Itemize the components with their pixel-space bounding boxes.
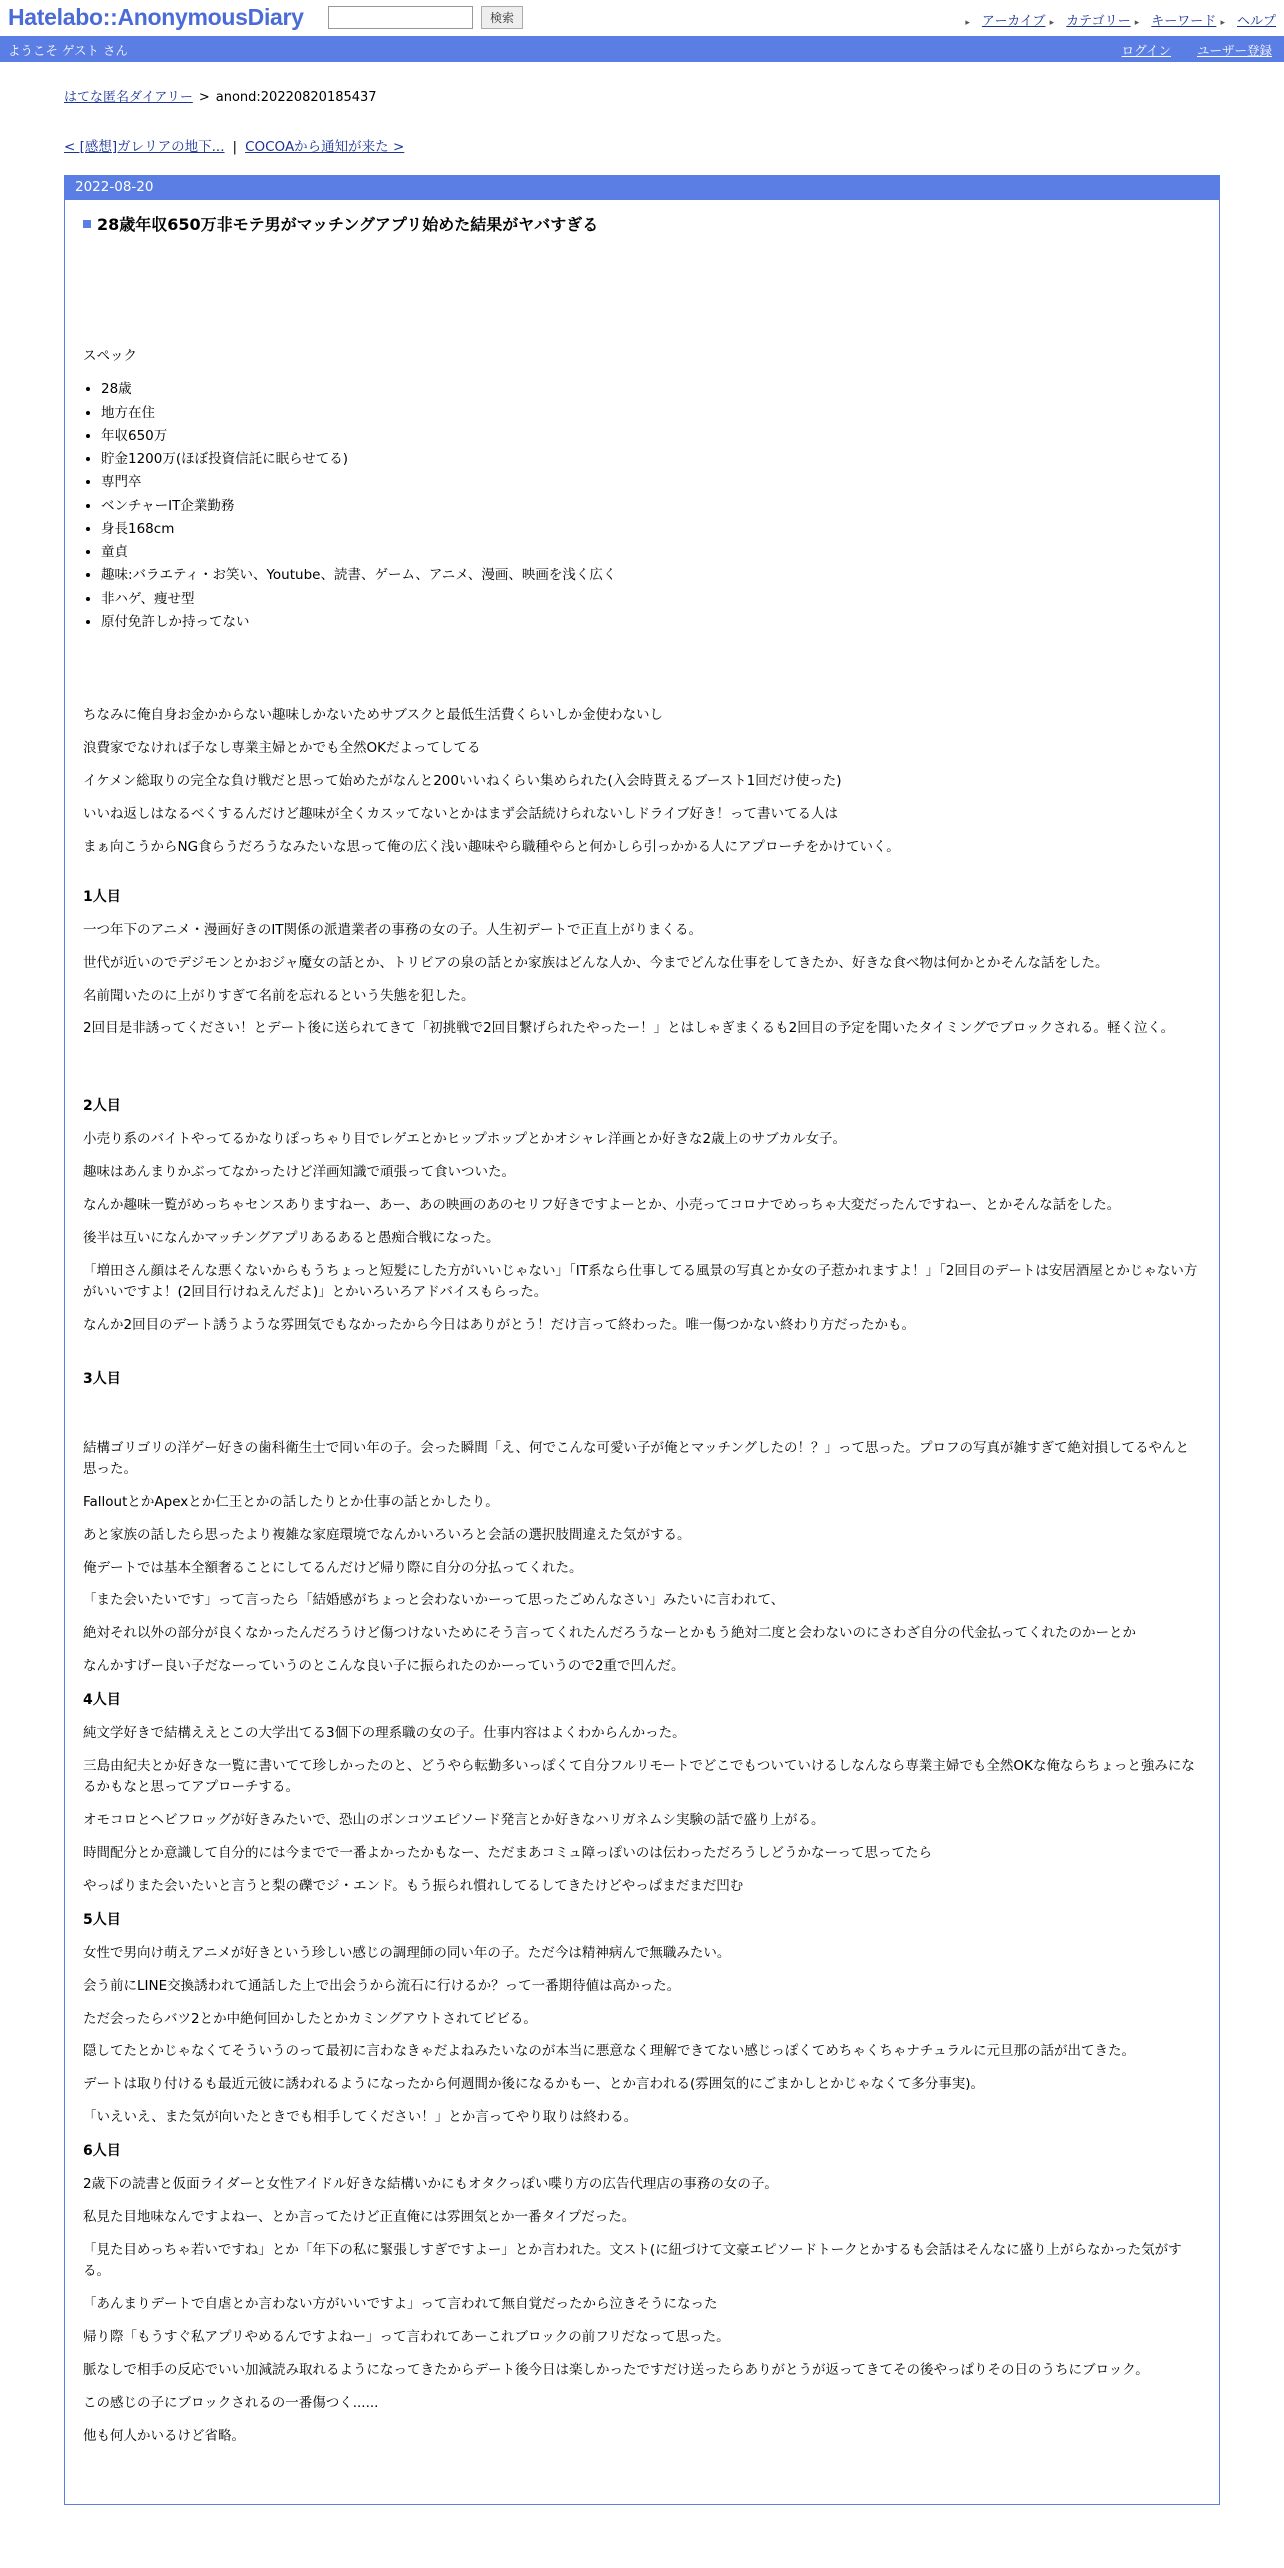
paragraph: なんかすげー良い子だなーっていうのとこんな良い子に振られたのかーっていうので2重で凹んだ。 — [83, 1658, 685, 1675]
list-item: • 原付免許しか持ってない — [101, 612, 1201, 632]
entry-section — [65, 200, 1219, 2447]
person-6-heading: 6人目 — [83, 2143, 121, 2160]
list-item: • 貯金1200万(ほぼ投資信託に眠らせてる) — [101, 449, 1201, 469]
paragraph: 「見た目めっちゃ若いですね」とか「年下の私に緊張しすぎですよー」とか言われた。文スト(に紐づけて文豪エピソードトークとかするも会話はそんなに盛り上がらなかった気がする。 — [83, 2242, 1182, 2280]
paragraph: オモコロとヘビフロッグが好きみたいで、恐山のボンコツエピソード発言とか好きなハリガネムシ実験の話で盛り上がる。 — [83, 1811, 825, 1828]
day-box — [64, 175, 1220, 2505]
paragraph: 私見た目地味なんですよねー、とか言ってたけど正直俺には雰囲気とか一番タイプだった。 — [83, 2209, 636, 2226]
person-4-heading: 4人目 — [83, 1692, 121, 1709]
breadcrumb-home-link[interactable]: はてな匿名ダイアリー — [64, 90, 193, 105]
intro-line: まぁ向こうからNG食らうだろうなみたいな思って俺の広く浅い趣味やら職種やらと何かしら引っかかる人にアプローチをかけていく。 — [83, 838, 900, 855]
search-input[interactable] — [328, 6, 473, 29]
breadcrumb — [64, 86, 1220, 105]
top-nav — [965, 10, 1276, 29]
pager-separator: | — [232, 139, 238, 155]
person-3-heading: 3人目 — [83, 1370, 121, 1387]
intro-line: イケメン総取りの完全な負け戦だと思って始めたがなんと200いいねくらい集められた(入会時貰えるブースト1回だけ使った) — [83, 772, 842, 789]
entry-title — [83, 214, 1201, 236]
spec-list — [83, 379, 1201, 632]
paragraph: 三島由紀夫とか好きな一覧に書いてて珍しかったのと、どうやら転勤多いっぽくて自分フルリモートでどこでもついていけるしなんなら専業主婦でも全然OKな俺ならちょっと強みになるかもなと思ってアプローチする。 — [83, 1758, 1195, 1796]
list-item: • 非ハゲ、痩せ型 — [101, 589, 1201, 609]
spec-label: スペック — [83, 348, 137, 365]
person-5-heading: 5人目 — [83, 1911, 121, 1928]
chevron-right-icon: ▸ — [965, 18, 970, 28]
nav-keyword-link[interactable]: キーワード — [1151, 14, 1217, 29]
paragraph: やっぱりまた会いたいと言うと梨の礫でジ・エンド。もう振られ慣れしてるしてきたけどやっぱまだまだ凹む — [83, 1877, 744, 1894]
paragraph: この感じの子にブロックされるの一番傷つく...... — [83, 2394, 379, 2411]
permalink-square-icon[interactable] — [83, 220, 91, 228]
paragraph: 脈なしで相手の反応でいい加減読み取れるようになってきたからデート後今日は楽しかったですだけ送ったらありがとうが返ってきてその後やっぱりその日のうちにブロック。 — [83, 2361, 1149, 2378]
next-entry-link[interactable]: COCOAから通知が来た > — [245, 139, 405, 155]
paragraph: 世代が近いのでデジモンとかおジャ魔女の話とか、トリビアの泉の話とか家族はどんな人か、今までどんな仕事をしてきたか、好きな食べ物は何かとかそんな話をした。 — [83, 954, 1109, 971]
paragraph: 帰り際「もうすぐ私アプリやめるんですよねー」って言われてあーこれブロックの前フリだなって思った。 — [83, 2328, 730, 2345]
breadcrumb-separator: > — [198, 90, 210, 105]
person-1-heading: 1人目 — [83, 888, 121, 905]
paragraph: 小売り系のバイトやってるかなりぽっちゃり目でレゲエとかヒップホップとかオシャレ洋画とか好きな2歳上のサブカル女子。 — [83, 1131, 846, 1148]
paragraph: FalloutとかApexとか仁王とかの話したりとか仕事の話とかしたり。 — [83, 1493, 499, 1510]
paragraph: 時間配分とか意識して自分的には今までで一番よかったかもなー、ただまあコミュ障っぽいのは伝わっただろうしどうかなーって思ってたら — [83, 1844, 933, 1861]
chevron-right-icon: ▸ — [1220, 18, 1225, 28]
paragraph: あと家族の話したら思ったより複雑な家庭環境でなんかいろいろと会話の選択肢間違えた気がする。 — [83, 1526, 691, 1543]
paragraph: 趣味はあんまりかぶってなかったけど洋画知識で頑張って食いついた。 — [83, 1164, 515, 1181]
paragraph: デートは取り付けるも最近元彼に誘われるようになったから何週間か後になるかもー、とか言われる(雰囲気的にごまかしとかじゃなくて多分事実)。 — [83, 2076, 984, 2093]
paragraph: 他も何人かいるけど省略。 — [83, 2427, 245, 2444]
nav-category-link[interactable]: カテゴリー — [1066, 14, 1131, 29]
paragraph: なんか趣味一覧がめっちゃセンスありますねー、あー、あの映画のあのセリフ好きですよーとか、小売ってコロナでめっちゃ大変だったんですねー、とかそんな話をした。 — [83, 1197, 1121, 1214]
list-item: • 地方在住 — [101, 403, 1201, 423]
chevron-right-icon: ▸ — [1049, 18, 1055, 28]
paragraph: 隠してたとかじゃなくてそういうのって最初に言わなきゃだよねみたいなのが本当に悪意なく理解できてない感じっぽくてめちゃくちゃナチュラルに元旦那の話が出てきた。 — [83, 2043, 1136, 2060]
paragraph: 「また会いたいです」って言ったら「結婚感がちょっと会わないかーって思ったごめんなさい」みたいに言われて、 — [83, 1592, 785, 1609]
top-bar — [0, 0, 1284, 36]
paragraph: 会う前にLINE交換誘われて通話した上で出会うから流石に行けるか？って一番期待値は高かった。 — [83, 1977, 681, 1994]
list-item: • 専門卒 — [101, 472, 1201, 492]
paragraph: 2回目是非誘ってください！とデート後に送られてきて「初挑戦で2回目繋げられたやったー！」とはしゃぎまくるも2回目の予定を聞いたタイミングでブロックされる。軽く泣く。 — [83, 1020, 1175, 1037]
paragraph: 名前聞いたのに上がりすぎて名前を忘れるという失態を犯した。 — [83, 987, 475, 1004]
paragraph: 純文学好きで結構ええとこの大学出てる3個下の理系職の女の子。仕事内容はよくわからんかった。 — [83, 1725, 686, 1742]
site-logo[interactable]: Hatelabo::AnonymousDiary — [8, 4, 304, 30]
nav-help-link[interactable]: ヘルプ — [1236, 14, 1276, 29]
list-item: • 年収650万 — [101, 426, 1201, 446]
login-link[interactable]: ログイン — [1121, 43, 1171, 58]
list-item: • 28歳 — [101, 379, 1201, 399]
paragraph: 2歳下の読書と仮面ライダーと女性アイドル好きな結構いかにもオタクっぽい喋り方の広告代理店の事務の女の子。 — [83, 2176, 778, 2193]
register-link[interactable]: ユーザー登録 — [1196, 43, 1272, 58]
list-item: • 身長168cm — [101, 519, 1201, 539]
paragraph: 「いえいえ、また気が向いたときでも相手してください！」とか言ってやり取りは終わる。 — [83, 2109, 638, 2126]
entry-title-text: 28歳年収650万非モテ男がマッチングアプリ始めた結果がヤバすぎる — [97, 215, 599, 234]
paragraph: 絶対それ以外の部分が良くなかったんだろうけど傷つけないためにそう言ってくれたんだろうなーとかもう絶対二度と会わないのにさわざ自分の代金払ってくれたのかーとか — [83, 1625, 1136, 1642]
nav-archive-link[interactable]: アーカイブ — [981, 14, 1046, 29]
paragraph: 「あんまりデートで自虐とか言わない方がいいですよ」って言われて無自覚だったから泣きそうになった — [83, 2295, 718, 2312]
paragraph: 結構ゴリゴリの洋ゲー好きの歯科衛生士で同い年の子。会った瞬間「え、何でこんな可愛い子が俺とマッチングしたの！？」って思った。プロフの写真が雑すぎて絶対損してるやんと思った。 — [83, 1439, 1190, 1477]
intro-line: 浪費家でなければ子なし専業主婦とかでも全然OKだよってしてる — [83, 739, 481, 756]
paragraph: ただ会ったらバツ2とか中絶何回かしたとかカミングアウトされてビビる。 — [83, 2010, 537, 2027]
day-header: 2022-08-20 — [65, 176, 1219, 200]
pager — [64, 135, 1220, 155]
breadcrumb-current: anond:20220820185437 — [215, 90, 377, 105]
paragraph: 女性で男向け萌えアニメが好きという珍しい感じの調理師の同い年の子。ただ今は精神病んで無職みたい。 — [83, 1944, 731, 1961]
paragraph: なんか2回目のデート誘うような雰囲気でもなかったから今日はありがとう！だけ言って終わった。唯一傷つかない終わり方だったかも。 — [83, 1316, 915, 1333]
chevron-right-icon: ▸ — [1134, 18, 1140, 28]
list-item: • 童貞 — [101, 542, 1201, 562]
list-item: • ベンチャーIT企業勤務 — [101, 496, 1201, 516]
paragraph: 一つ年下のアニメ・漫画好きのIT関係の派遣業者の事務の女の子。人生初デートで正直上がりまくる。 — [83, 921, 703, 938]
paragraph: 後半は互いになんかマッチングアプリあるあると愚痴合戦になった。 — [83, 1230, 500, 1247]
paragraph: 「増田さん顔はそんな悪くないからもうちょっと短髪にした方がいいじゃない」「IT系なら仕事してる風景の写真とか女の子惹かれますよ！」「2回目のデートは安居酒屋とかじゃない方がいいですよ！(2回目行けねえんだよ)」とかいろいろアドバイスもらった。 — [83, 1263, 1198, 1300]
intro-line: ちなみに俺自身お金かからない趣味しかないためサブスクと最低生活費くらいしか金使わないし — [83, 707, 663, 724]
prev-entry-link[interactable]: < [感想]ガレリアの地下... — [64, 139, 225, 155]
intro-line: いいね返しはなるべくするんだけど趣味が全くカスッてないとかはまず会話続けられないしドライブ好き！って書いてる人は — [83, 805, 839, 822]
main-content — [0, 86, 1284, 2505]
search-button[interactable]: 検索 — [481, 6, 523, 29]
welcome-text: ようこそ ゲスト さん — [8, 43, 128, 58]
person-2-heading: 2人目 — [83, 1098, 121, 1115]
list-item: • 趣味:バラエティ・お笑い、Youtube、読書、ゲーム、アニメ、漫画、映画を浅く広く — [101, 565, 1201, 585]
paragraph: 俺デートでは基本全額奢ることにしてるんだけど帰り際に自分の分払ってくれた。 — [83, 1559, 583, 1576]
user-bar — [0, 36, 1284, 62]
